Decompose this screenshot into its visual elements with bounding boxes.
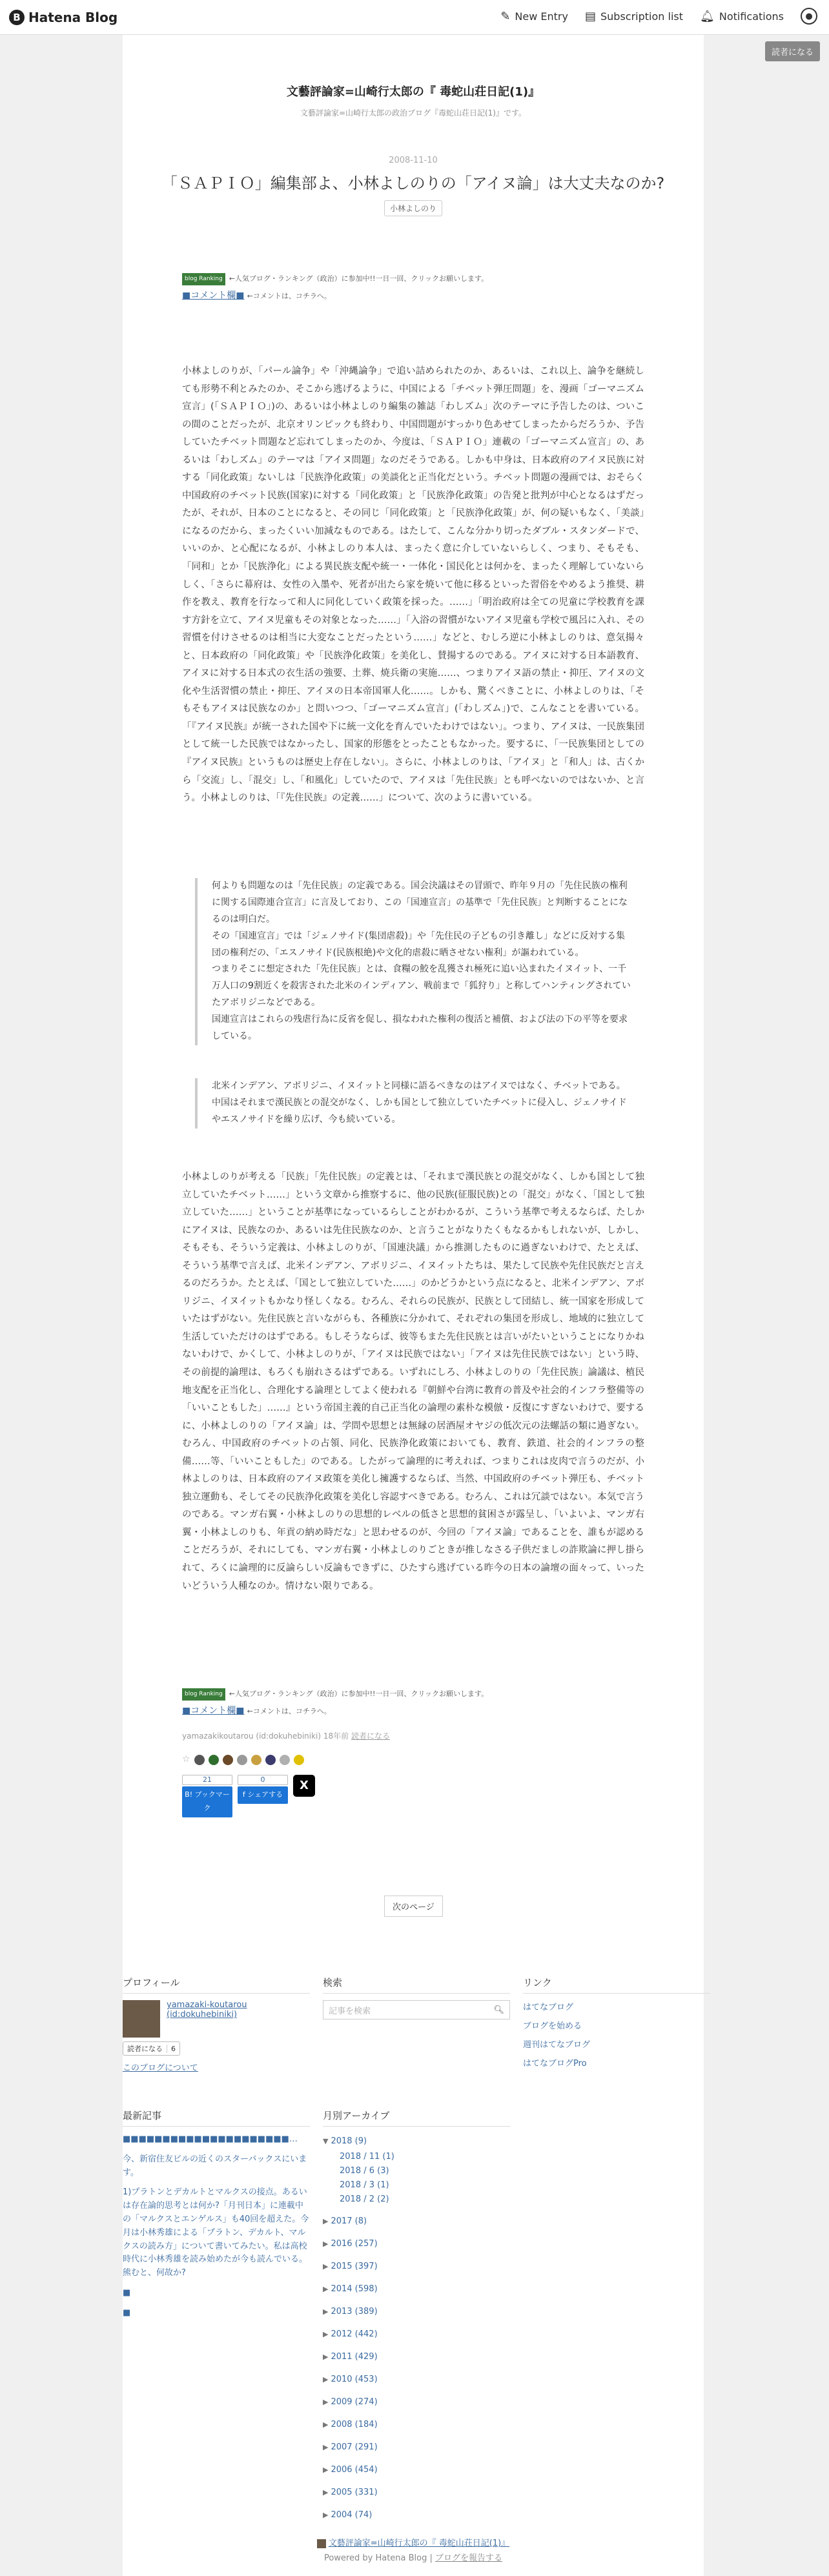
triangle-right-icon: ▶: [323, 2330, 329, 2339]
archive-year[interactable]: ▶ 2005 (331): [323, 2488, 378, 2498]
archive-month[interactable]: 2018 / 11 (1): [340, 2152, 394, 2162]
report-blog-link[interactable]: ブログを報告する: [435, 2553, 503, 2563]
archive-year[interactable]: ▶ 2015 (397): [323, 2262, 378, 2272]
links-title: リンク: [523, 1976, 710, 1994]
entry-paragraph-1: 小林よしのりが、「パール論争」や「沖縄論争」で追い詰められたのか、あるいは、これ以上、論争を継続しても形勢不利とみたのか、そこから逃げるように、中国による「チベット弾圧問題」を、漫画「ゴーマニズム宣言」(「ＳＡＰＩＯ」)の、あるいは小林よしのり編集の雑誌「わしズム」次のテーマに予告したのは、ついこの間のことだったが、北京オリンピックも終わり、中国問題がすっかり色あせてしまったからだろうか、予告していたチベット問題など忘れてしまったのか、今度は、「ＳＡＰＩＯ」連載の「ゴーマニズム宣言」の、あるいは「わしズム」のテーマは「アイヌ問題」なのだそうである。しかも中身は、日本政府のアイヌ民族に対する「同化政策」ないしは「民族浄化政策」の美談化と正当化だという。チベット問題の漫画では、おそらく中国政府のチベット民族(国家)に対する「同化政策」と「民族浄化政策」の告発と批判が中心となるはずだったが、それが、日本のことになると、その同じ「同化政策」と「民族浄化政策」が、何の疑いもなく、「美談」になるのだから、まったくいい加減なものである。はたして、こんな分かり切ったダブル・スタンダードで、いいのか、と心配になるが、小林よしのり本人は、まったく意に介していないらしく、つまり、そもそも、「同和」とか「民族浄化」による異民族支配や統一・一体化・国民化とは何かを、まったく理解していないらしく、「さらに幕府は、女性の入墨や、死者が出たら家を焼いて他に移るといった習俗をやめるよう推奨、耕作を教え、教育を行なって和人に同化していく政策を採った。……」「明治政府は全ての児童に学校教育を課す方針を立て、アイヌ児童もその対象となった……」「入浴の習慣がないアイヌ児童も学校で風呂に入れ、その習慣を付けさせるのは相当に大変なことだったという……」などと、むしろ逆に小林よしのりは、意気揚々と、日本政府の「同化政策」や「民族浄化政策」を美化し、賛揚するのである。アイヌに対する日本語教育、アイヌに対する日本式の衣生活の強要、土葬、焼兵衛の実施……、つまりアイヌ語の禁止・抑圧、アイヌの文化や生活習慣の禁止・抑圧、アイヌの日本帝国軍人化……。しかも、驚くべきことに、小林よしのりは、「そもそもアイヌは民族なのか」と問いつつ、「ゴーマニズム宣言」(「わしズム」)で、こんなことを書いている。「『アイヌ民族』が統一された国や下に統一文化を育んでいたわけではない」。つまり、アイヌは、一民族集団として統一した民族ではなかったし、国家的形態をとったこともなかった。要するに、「一民族集団としての『アイヌ民族』というものは歴史上存在しない」。さらに、小林よしのりは、「アイヌ」と「和人」は、古くから「交流」し、「混交」し、「和風化」していたので、アイヌは「先住民族」とも呼べないのではないか、と言う。小林よしのりは、「『先住民族』の定義……」について、次のように書いている。: [182, 366, 644, 804]
triangle-right-icon: ▶: [323, 2511, 329, 2520]
link-item[interactable]: はてなブログ: [523, 2003, 574, 2012]
blog-title[interactable]: 文藝評論家=山崎行太郎の『 毒蛇山荘日記(1)』: [286, 85, 540, 99]
entry-footer-meta: [182, 1729, 644, 1744]
share-buttons: [182, 1775, 644, 1817]
footer-blog-name[interactable]: 文藝評論家=山崎行太郎の『 毒蛇山荘日記(1)』: [123, 2536, 704, 2548]
triangle-right-icon: ▶: [323, 2398, 329, 2407]
archive-year[interactable]: ▶ 2012 (442): [323, 2329, 378, 2340]
brand-name: Hatena Blog: [28, 10, 118, 25]
bookmark-button[interactable]: B! ブックマーク: [182, 1786, 232, 1817]
triangle-right-icon: ▶: [323, 2240, 329, 2249]
link-item[interactable]: はてなブログPro: [523, 2059, 587, 2069]
recent-entry[interactable]: 今、新宿住友ビルの近くのスターバックスにいます。: [123, 2154, 307, 2178]
link-item[interactable]: ブログを始める: [523, 2021, 582, 2031]
triangle-right-icon: ▶: [323, 2353, 329, 2362]
archive-year[interactable]: ▶ 2016 (257): [323, 2239, 378, 2249]
archive-month[interactable]: 2018 / 3 (1): [340, 2180, 389, 2191]
star-user-avatar[interactable]: [237, 1755, 247, 1765]
blog-icon: [317, 2539, 326, 2548]
search-title: 検索: [323, 1976, 510, 1994]
archive-month[interactable]: 2018 / 2 (2): [340, 2194, 389, 2205]
comment-link[interactable]: ■コメント欄■: [182, 290, 245, 301]
search-icon[interactable]: 🔍︎: [493, 2005, 504, 2015]
star-user-avatar[interactable]: [265, 1755, 276, 1765]
triangle-right-icon: ▶: [323, 2217, 329, 2226]
comment-hint: ←コメントは、コチラへ。: [247, 1706, 331, 1715]
triangle-right-icon: ▶: [323, 2466, 329, 2475]
blog-page: [123, 35, 704, 2576]
quote-line: 中国はそれまで漢民族との混交がなく、しかも国として独立していたチベットに侵入し、ジェノサイドやエスノサイドを繰り広げ、今も続いている。: [212, 1097, 627, 1125]
star-user-avatar[interactable]: [294, 1755, 304, 1765]
triangle-right-icon: ▶: [323, 2307, 329, 2316]
profile-title: プロフィール: [123, 1976, 310, 1994]
quote-line: つまりそこに想定された「先住民族」とは、食糧の鮫を乱獲され極死に追い込まれたイヌイット、一千万人口の9割近くを殺害された北米のインディアン、戦前まで「狐狩り」と称してハンティングされていたアボリジニなどである。: [212, 964, 631, 1008]
triangle-right-icon: ▶: [323, 2443, 329, 2452]
archive-year[interactable]: ▶ 2008 (184): [323, 2420, 378, 2430]
quote-line: 何よりも問題なのは「先住民族」の定義である。国会決議はその冒頭で、昨年９月の「先住民族の権利に関する国際連合宣言」に言及しており、この「国連宣言」の基準で「先住民族」と判断することになるのは明白だ。: [212, 881, 628, 925]
profile-id[interactable]: (id:dokuhebiniki): [167, 2010, 238, 2019]
bookmark-count: 21: [182, 1775, 232, 1785]
archive-year-open[interactable]: ▼ 2018 (9): [323, 2136, 367, 2146]
archive-year[interactable]: ▶ 2017 (8): [323, 2216, 367, 2227]
entry-date[interactable]: 2008-11-10: [389, 156, 438, 165]
triangle-right-icon: ▶: [323, 2420, 329, 2429]
next-page-button[interactable]: 次のページ: [384, 1896, 443, 1917]
recent-entry[interactable]: 1)プラトンとデカルトとマルクスの接点。あるいは存在論的思考とは何か?「月刊日本」に連載中の「マルクスとエンゲルス」も40回を超えた。今月は小林秀雄による「プラトン、デカルト、マルクスの読み方」について書いてみたい。私は高校時代に小林秀雄を読み始めたが今も読んでいる。熊むと、何故か?: [123, 2187, 309, 2278]
archive-year[interactable]: ▶ 2011 (429): [323, 2352, 378, 2362]
reader-label: 読者になる: [127, 2045, 163, 2053]
blog-header: [123, 35, 704, 118]
archive-year[interactable]: ▶ 2006 (454): [323, 2465, 378, 2475]
recent-entries-module: [123, 2109, 310, 2327]
new-entry-link[interactable]: [500, 10, 568, 23]
subscription-icon: ▤: [584, 9, 596, 23]
recent-entry[interactable]: ■: [123, 2307, 131, 2318]
archive-year[interactable]: ▶ 2007 (291): [323, 2442, 378, 2453]
links-module: [523, 1976, 710, 2069]
new-entry-label: New Entry: [515, 10, 568, 23]
archive-title: 月別アーカイブ: [323, 2109, 510, 2127]
recent-title: 最新記事: [123, 2109, 310, 2127]
profile-avatar[interactable]: [123, 2000, 160, 2038]
archive-year[interactable]: ▶ 2010 (453): [323, 2375, 378, 2385]
blog-description: 文藝評論家=山崎行太郎の政治ブログ『毒蛇山荘日記(1)』です。: [300, 108, 527, 118]
entry-content-2: [182, 1169, 644, 1595]
comment-link[interactable]: ■コメント欄■: [182, 1705, 245, 1716]
triangle-right-icon: ▶: [323, 2262, 329, 2271]
star-user-avatar[interactable]: [194, 1755, 205, 1765]
archive-year[interactable]: ▶ 2009 (274): [323, 2397, 378, 2407]
star-user-avatar[interactable]: [280, 1755, 290, 1765]
archive-year[interactable]: ▶ 2004 (74): [323, 2510, 373, 2520]
ranking-block-top: [182, 272, 644, 305]
quote-line: 北米インデアン、アボリジニ、イヌイットと同様に語るべきなのはアイヌではなく、チベットである。: [212, 1081, 626, 1091]
ranking-block-bottom: [182, 1688, 644, 1817]
hatena-b-icon: B: [9, 10, 25, 25]
search-placeholder: 記事を検索: [329, 2006, 371, 2016]
triangle-down-icon: ▼: [323, 2137, 329, 2145]
search-module: [323, 1976, 510, 2019]
report-link[interactable]: 読者になる: [351, 1731, 390, 1741]
star-user-avatar[interactable]: [251, 1755, 261, 1765]
profile-reader-button[interactable]: [123, 2041, 180, 2056]
triangle-right-icon: ▶: [323, 2375, 329, 2384]
quote-line: 国連宣言はこれらの残虐行為に反省を促し、損なわれた権利の復活と補償、および法の下の平等を要求している。: [212, 1014, 628, 1042]
entry-paragraph-2: 小林よしのりが考える「民族」「先住民族」の定義とは、「それまで漢民族との混交がなく、しかも国として独立していたチベット……」という文章から推察するに、他の民族(征服民族)との「混交」がなく、「国として独立していた……」ということが基準になっているらしことがわかるが、こういう基準で考えるならば、たしかにアイヌは、民族なのか、あるいは先住民族なのか、と言うことがなりたくもなるかもしれないが、しかし、そもそも、そういう定義は、小林よしのりが、「国連決議」から推測したものに過ぎないわけで、たとえば、そういう基準で言えば、北米インデアン、アボリジニ、イヌイットたちは、果たして民族や先住民族だと言えるのだろうか。たとえば、「国として独立していた……」のかどうかという点になると、北米インデアン、アボリジニ、イヌイットもかなり怪しくなる。むろん、それらの民族が、民族として団結し、統一国家を形成していたはずがない。先住民族と言いながらも、各種族に分かれて、それぞれの集団を形成し、地域的に独立して生活していただけのはずである。もしそうならば、彼等もまた先住民族とは言いがたいということになりかねないわけで、かくして、小林よしのりが、「アイヌは民族ではない」「アイヌは先住民族ではない」という時、その前提的論理は、もろくも崩れさるはずである。いずれにしろ、小林よしのりの「先住民族」論議は、植民地支配を正当化し、合理化する論理としてよく使われる『朝鮮や台湾に教育の普及や社会的インフラ整備等の「いいこともした」……』という帝国主義的自己正当化の論理の素朴な模倣・反復にすぎないわけで、要するに、小林よしのりの「アイヌ論」は、学問や思想とは無縁の居酒屋オヤジの低次元の法螺話の類に過ぎない。むろん、中国政府のチベットの占領、同化、民族浄化政策においても、教育、鉄道、社会的インフラの整備……等、「いいこともした」のである。したがって論理的に考えれば、つまりこれは皮肉で言うのだが、小林よしのりは、日本政府のアイヌ政策を美化し擁護するならば、当然、中国政府のチベット弾圧も、チベット独立運動も、そしてその民族浄化政策を美化し容認すべきである。むろん、これは冗談ではない。本気で言うのである。マンガ右翼・小林よしのりの思想的レベルの低さと思想的貧困さが露呈し、「いよいよ、マンガ右翼・小林よしのりも、年貢の納め時だな」と思わせるのが、今回の「アイヌ論」であることを、誰もが認めることだろうが、それにしても、マンガ右翼・小林よしのりごときが推しなさる子供だましの詐欺論に押し掛られて、ろくに論理的に反論らしい反論もできずに、ひたすら逃げている昨今の日本の論壇の面々って、いったいどういう人種なのか。情けない限りである。: [182, 1172, 645, 1591]
hatena-blog-logo[interactable]: [9, 9, 118, 26]
blog-ranking-badge[interactable]: blog Ranking: [182, 1688, 225, 1701]
bell-icon: 🔔︎: [700, 9, 715, 23]
comment-hint: ←コメントは、コチラへ。: [247, 291, 331, 300]
x-share-button[interactable]: X: [293, 1775, 315, 1797]
facebook-share[interactable]: [238, 1775, 288, 1804]
notifications-link[interactable]: [700, 10, 784, 23]
star-user-avatar[interactable]: [209, 1755, 219, 1765]
subscribe-reader-button[interactable]: 読者になる: [765, 41, 820, 61]
archive-year[interactable]: ▶ 2013 (389): [323, 2307, 378, 2317]
ranking-text: ←人気ブログ・ランキング（政治）に参加中!!一日一回、クリックお願いします。: [229, 274, 489, 283]
blog-ranking-badge[interactable]: blog Ranking: [182, 273, 225, 285]
subscription-list-link[interactable]: [585, 10, 683, 23]
global-header: [0, 0, 829, 35]
star-user-avatar[interactable]: [223, 1755, 233, 1765]
archive-year[interactable]: ▶ 2014 (598): [323, 2284, 378, 2295]
search-input[interactable]: [323, 2000, 510, 2019]
profile-module: [123, 1976, 310, 2073]
user-account-icon[interactable]: ●: [801, 8, 817, 25]
add-star-icon[interactable]: ☆: [182, 1754, 190, 1765]
triangle-right-icon: ▶: [323, 2488, 329, 2497]
entry-category[interactable]: 小林よしのり: [384, 200, 442, 216]
recent-entry[interactable]: ■■■■■■■■■■■■■■■■■■■■■…: [123, 2134, 298, 2144]
archive-month[interactable]: 2018 / 6 (3): [340, 2166, 389, 2176]
facebook-button[interactable]: f シェアする: [238, 1786, 288, 1804]
profile-name[interactable]: yamazaki-koutarou: [167, 2000, 247, 2010]
archive-module: [323, 2109, 510, 2530]
link-item[interactable]: 週刊はてなブログ: [523, 2040, 591, 2050]
entry-title[interactable]: 「ＳＡＰＩＯ」編集部よ、小林よしのりの「アイヌ論」は大丈夫なのか?: [161, 174, 665, 192]
pencil-icon: ✎: [500, 9, 511, 23]
blockquote-1: [195, 878, 644, 1045]
reader-count: 6: [167, 2045, 176, 2053]
triangle-right-icon: ▶: [323, 2285, 329, 2294]
star-list: [182, 1751, 644, 1768]
quote-line: その「国連宣言」では「ジェノサイド(集団虐殺)」や「先住民の子どもの引き離し」などに反対する集団の権利だの、「エスノサイド(民族根絶)や文化的虐殺に晒させない権利」が謳われている。: [212, 930, 625, 958]
blockquote-2: [195, 1078, 644, 1129]
site-footer: 文藝評論家=山崎行太郎の『 毒蛇山荘日記(1)』 Powered by Hatena Blog | ブログを報告する: [123, 2536, 704, 2563]
recent-entry[interactable]: ■: [123, 2287, 131, 2298]
ranking-text: ←人気ブログ・ランキング（政治）に参加中!!一日一回、クリックお願いします。: [229, 1690, 489, 1698]
about-blog-link[interactable]: このブログについて: [123, 2063, 198, 2073]
powered-by[interactable]: Powered by Hatena Blog: [323, 2553, 427, 2563]
subscription-label: Subscription list: [600, 10, 683, 23]
facebook-count: 0: [238, 1775, 288, 1785]
hatena-bookmark-share[interactable]: [182, 1775, 232, 1817]
top-nav: [500, 8, 817, 25]
notifications-label: Notifications: [719, 10, 784, 23]
author-line[interactable]: yamazakikoutarou (id:dokuhebiniki) 18年前: [182, 1731, 349, 1741]
entry-content: [182, 363, 644, 808]
